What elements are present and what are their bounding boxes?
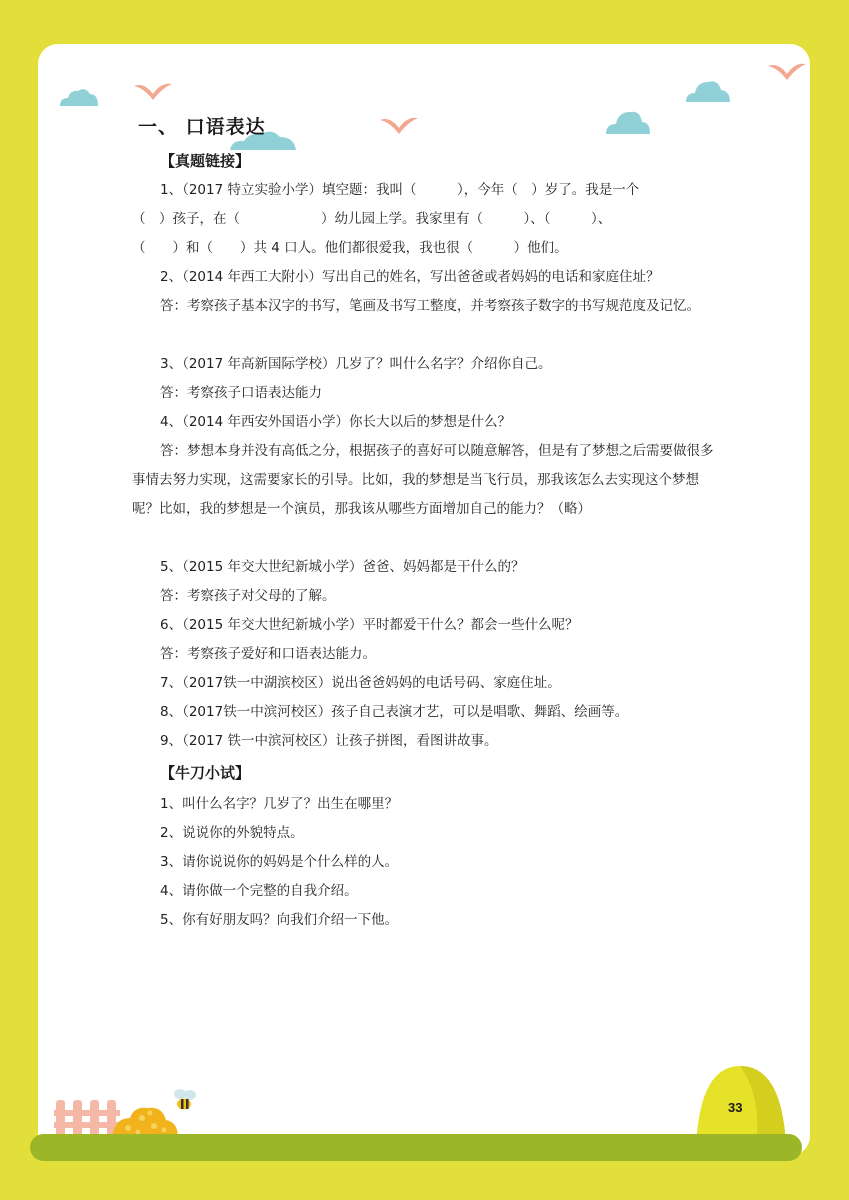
answer-6: 答：考察孩子爱好和口语表达能力。 xyxy=(160,646,376,662)
question-4: 4、（2014 年西安外国语小学）你长大以后的梦想是什么？ xyxy=(160,414,511,430)
question-5: 5、（2015 年交大世纪新城小学）爸爸、妈妈都是干什么的？ xyxy=(160,559,525,575)
question-6: 6、（2015 年交大世纪新城小学）平时都爱干什么？都会一些什么呢？ xyxy=(160,617,579,633)
question-1-line-1: 1、（2017 特立实验小学）填空题：我叫（ ），今年（ ）岁了。我是一个 xyxy=(160,182,640,198)
bush-icon xyxy=(112,1104,178,1138)
bird-icon xyxy=(766,60,808,82)
practice-item: 1、叫什么名字？几岁了？出生在哪里？ xyxy=(160,796,399,812)
question-1-line-2: （ ）孩子，在（ ）幼儿园上学。我家里有（ ）、（ ）、 xyxy=(132,211,612,227)
real-questions-heading: 【真题链接】 xyxy=(160,152,251,170)
question-2: 2、（2014 年西工大附小）写出自己的姓名，写出爸爸或者妈妈的电话和家庭住址？ xyxy=(160,269,660,285)
answer-2: 答：考察孩子基本汉字的书写，笔画及书写工整度，并考察孩子数字的书写规范度及记忆。 xyxy=(160,298,700,314)
fence-icon xyxy=(54,1096,120,1136)
question-3: 3、（2017 年高新国际学校）几岁了？叫什么名字？介绍你自己。 xyxy=(160,356,552,372)
practice-item: 2、说说你的外貌特点。 xyxy=(160,825,304,841)
page-number: 33 xyxy=(728,1100,743,1115)
question-7: 7、（2017铁一中湖滨校区）说出爸爸妈妈的电话号码、家庭住址。 xyxy=(160,675,561,691)
bird-icon xyxy=(132,80,174,102)
practice-item: 3、请你说说你的妈妈是个什么样的人。 xyxy=(160,854,399,870)
cloud-icon xyxy=(58,84,100,108)
question-9: 9、（2017 铁一中滨河校区）让孩子拼图，看图讲故事。 xyxy=(160,733,498,749)
question-8: 8、（2017铁一中滨河校区）孩子自己表演才艺，可以是唱歌、舞蹈、绘画等。 xyxy=(160,704,629,720)
cloud-icon xyxy=(604,106,652,136)
grass-bar xyxy=(30,1134,802,1161)
answer-5: 答：考察孩子对父母的了解。 xyxy=(160,588,336,604)
question-1-line-3: （ ）和（ ）共 4 口人。他们都很爱我，我也很（ ）他们。 xyxy=(132,240,568,256)
section-title: 一、 口语表达 xyxy=(138,116,266,138)
bird-icon xyxy=(378,114,420,136)
practice-heading: 【牛刀小试】 xyxy=(160,764,251,782)
bee-icon xyxy=(170,1088,198,1114)
practice-item: 4、请你做一个完整的自我介绍。 xyxy=(160,883,358,899)
answer-4: 答：梦想本身并没有高低之分，根据孩子的喜好可以随意解答，但是有了梦想之后需要做很多事情去努力实现，这需要家长的引导。比如，我的梦想是当飞行员，那我该怎么去实现这个梦想呢？比如，我的梦想是一个演员，那我该从哪些方面增加自己的能力？（略） xyxy=(132,443,714,517)
practice-item: 5、你有好朋友吗？向我们介绍一下他。 xyxy=(160,912,399,928)
answer-3: 答：考察孩子口语表达能力 xyxy=(160,385,322,401)
cloud-icon xyxy=(684,76,732,104)
